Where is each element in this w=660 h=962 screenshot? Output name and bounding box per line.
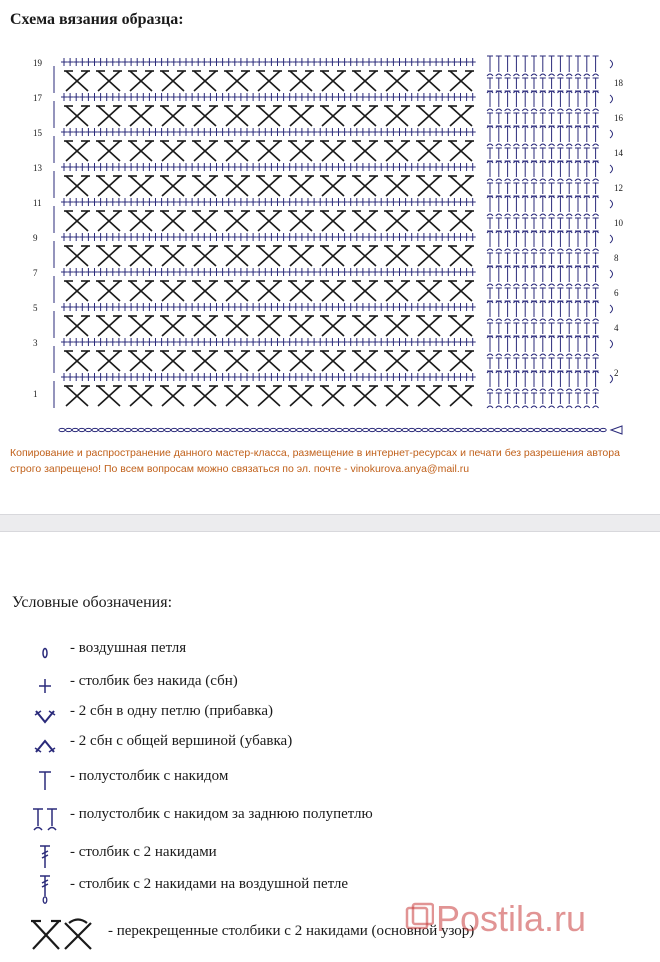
crossed-row bbox=[64, 351, 474, 371]
turn-arc bbox=[610, 95, 613, 103]
page-title: Схема вязания образца: bbox=[10, 11, 184, 28]
hdc-row bbox=[487, 231, 599, 268]
hdc-row bbox=[487, 336, 599, 373]
legend-title: Условные обозначения: bbox=[12, 594, 173, 611]
row-number-right: 8 bbox=[614, 253, 619, 263]
copyright-notice: Копирование и распространение данного мастер-класса, размещение в интернет-ресурсах и печати без разрешения автора строго запрещено! По всем вопросам можно связаться по эл. почте - vinokurova.anya@mail.ru bbox=[10, 447, 620, 475]
turn-arc bbox=[610, 235, 613, 243]
row-number-left: 1 bbox=[33, 389, 38, 399]
turn-arc bbox=[610, 340, 613, 348]
row-number-left: 17 bbox=[33, 93, 42, 103]
chain-stitch-icon bbox=[30, 640, 60, 666]
turn-arc bbox=[610, 305, 613, 313]
hdc-row bbox=[487, 266, 599, 303]
legend-text: - перекрещенные столбики с 2 накидами (основной узор) bbox=[108, 923, 475, 939]
crossed-row bbox=[64, 246, 474, 266]
row-number-left: 13 bbox=[33, 163, 42, 173]
row-number-left: 3 bbox=[33, 338, 38, 348]
hdc-row bbox=[487, 371, 599, 408]
legend-text: - столбик с 2 накидами bbox=[70, 844, 217, 860]
row-number-right: 2 bbox=[614, 368, 619, 378]
sc-row bbox=[61, 338, 476, 346]
crossed-row bbox=[64, 106, 474, 126]
hdc-row bbox=[487, 196, 599, 233]
row-number-right: 10 bbox=[614, 218, 623, 228]
start-arrow-icon bbox=[611, 426, 622, 434]
turn-arc bbox=[610, 130, 613, 138]
foundation-chain bbox=[59, 428, 606, 431]
watermark: Postila.ru bbox=[436, 898, 587, 939]
legend-text: - столбик с 2 накидами на воздушной петле bbox=[70, 876, 349, 892]
hdc-row bbox=[487, 126, 599, 163]
treble-crochet-icon bbox=[30, 844, 60, 870]
turn-arc bbox=[610, 270, 613, 278]
sc-row bbox=[61, 303, 476, 311]
crossed-row bbox=[64, 141, 474, 161]
decrease-icon bbox=[30, 733, 60, 759]
row-number-left: 19 bbox=[33, 58, 42, 68]
increase-icon bbox=[30, 703, 60, 729]
row-number-right: 4 bbox=[614, 323, 619, 333]
sc-row bbox=[61, 233, 476, 241]
turn-arc bbox=[610, 375, 613, 383]
crossed-row bbox=[64, 386, 474, 406]
row-number-left: 9 bbox=[33, 233, 38, 243]
crochet-chart bbox=[0, 40, 660, 440]
row-number-left: 11 bbox=[33, 198, 42, 208]
row-number-right: 12 bbox=[614, 183, 623, 193]
legend-text: - полустолбик с накидом за заднюю полупетлю bbox=[70, 806, 373, 822]
crossed-row bbox=[64, 211, 474, 231]
hdc-row bbox=[487, 301, 599, 338]
legend-text: - воздушная петля bbox=[70, 640, 187, 656]
legend-text: - 2 сбн с общей вершиной (убавка) bbox=[70, 733, 293, 749]
row-number-right: 14 bbox=[614, 148, 623, 158]
turn-arc bbox=[610, 165, 613, 173]
crossed-row bbox=[64, 176, 474, 196]
row-number-left: 15 bbox=[33, 128, 42, 138]
single-crochet-icon bbox=[30, 673, 60, 699]
turn-arc bbox=[610, 60, 613, 68]
row-number-right: 16 bbox=[614, 113, 623, 123]
sc-row bbox=[61, 128, 476, 136]
row-number-left: 7 bbox=[33, 268, 38, 278]
crossed-row bbox=[64, 71, 474, 91]
hdc-row bbox=[487, 56, 599, 93]
hdc-row bbox=[487, 161, 599, 198]
hdc-row bbox=[487, 91, 599, 128]
legend-text: - 2 сбн в одну петлю (прибавка) bbox=[70, 703, 273, 719]
sc-row bbox=[61, 58, 476, 66]
crossed-row bbox=[64, 281, 474, 301]
legend-text: - столбик без накида (сбн) bbox=[70, 673, 238, 689]
row-number-right: 18 bbox=[614, 78, 623, 88]
sc-row bbox=[61, 268, 476, 276]
half-double-crochet-icon bbox=[30, 768, 60, 794]
treble-on-chain-icon bbox=[30, 876, 60, 902]
crossed-row bbox=[64, 316, 474, 336]
hdc-back-loop-icon bbox=[30, 806, 60, 832]
page-divider bbox=[0, 514, 660, 532]
sc-row bbox=[61, 163, 476, 171]
row-number-right: 6 bbox=[614, 288, 619, 298]
turn-arc bbox=[610, 200, 613, 208]
postila-logo-icon bbox=[404, 902, 434, 932]
legend-text: - полустолбик с накидом bbox=[70, 768, 229, 784]
crossed-trebles-icon bbox=[28, 915, 98, 955]
sc-row bbox=[61, 198, 476, 206]
sc-row bbox=[61, 373, 476, 381]
row-number-left: 5 bbox=[33, 303, 38, 313]
sc-row bbox=[61, 93, 476, 101]
